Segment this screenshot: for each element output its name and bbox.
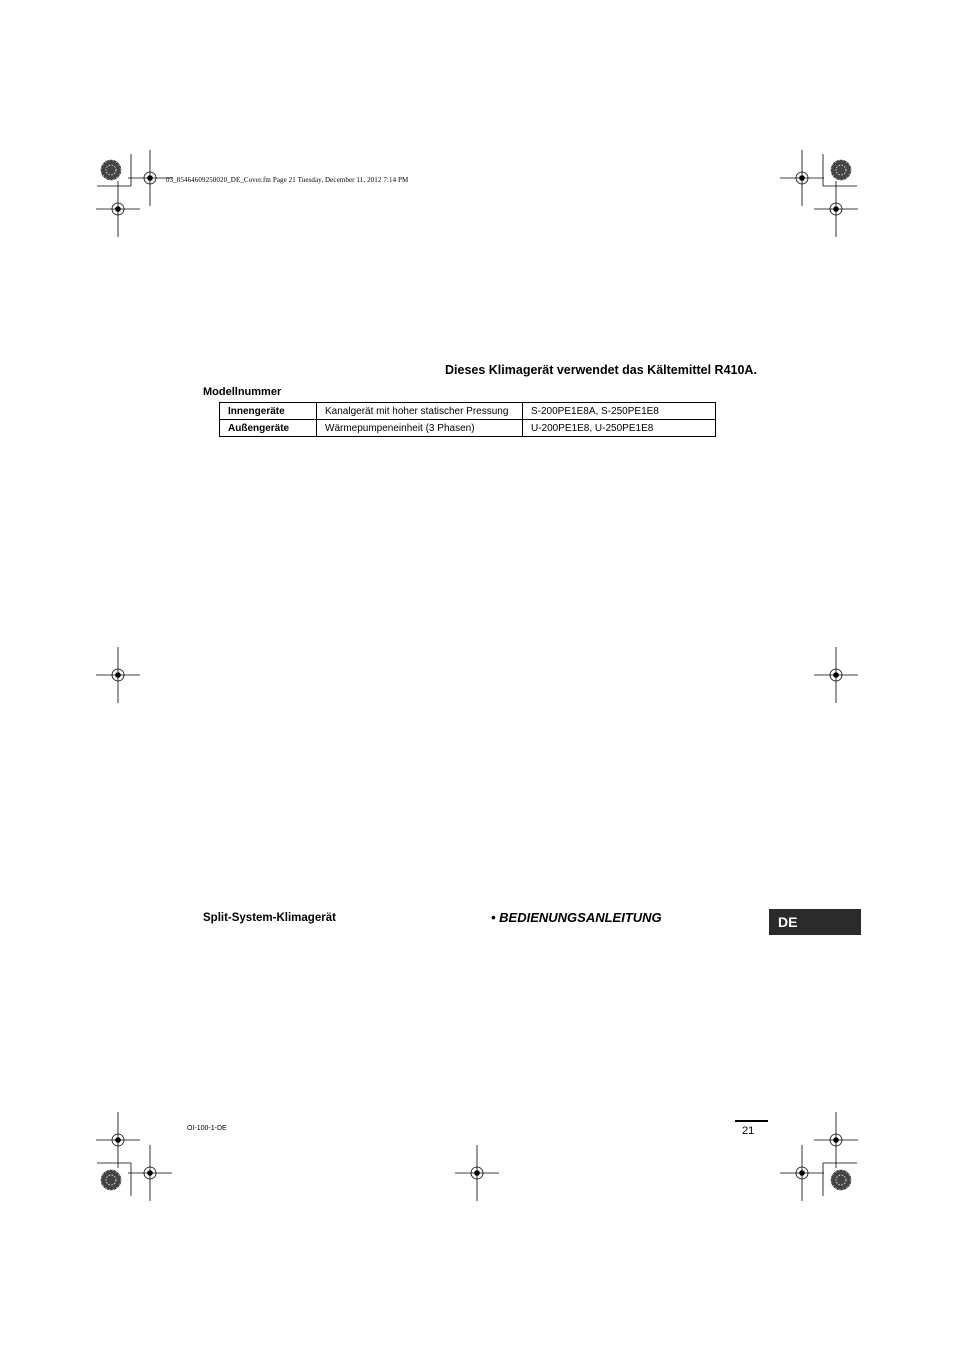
registration-crosshair-icon <box>814 181 858 237</box>
registration-crosshair-icon <box>455 1145 499 1201</box>
model-numbers-cell: U-200PE1E8, U-250PE1E8 <box>523 420 716 437</box>
color-bar-target-icon <box>101 1170 121 1190</box>
registration-crosshair-icon <box>814 1112 858 1168</box>
registration-crosshair-icon <box>780 1145 824 1201</box>
page-number-rule <box>735 1120 768 1122</box>
model-table <box>219 402 716 437</box>
unit-type-cell: Innengeräte <box>220 403 317 420</box>
table-row <box>220 403 716 420</box>
language-tab <box>769 909 861 935</box>
language-tab-label: DE <box>778 914 798 930</box>
unit-description-cell: Kanalgerät mit hoher statischer Pressung <box>317 403 523 420</box>
registration-crosshair-icon <box>96 181 140 237</box>
color-bar-target-icon <box>831 160 851 180</box>
color-bar-target-icon <box>831 1170 851 1190</box>
unit-description-cell: Wärmepumpeneinheit (3 Phasen) <box>317 420 523 437</box>
registration-crosshair-icon <box>814 647 858 703</box>
model-numbers-cell: S-200PE1E8A, S-250PE1E8 <box>523 403 716 420</box>
registration-crosshair-icon <box>128 1145 172 1201</box>
registration-crosshair-icon <box>96 647 140 703</box>
product-type: Split-System-Klimagerät <box>203 912 336 924</box>
file-info-header: 03_85464609250020_DE_Cover.fm Page 21 Tuesday, December 11, 2012 7:14 PM <box>166 176 409 184</box>
manual-title: • BEDIENUNGSANLEITUNG <box>491 910 662 925</box>
page-number: 21 <box>742 1125 755 1137</box>
model-number-label: Modellnummer <box>203 386 282 398</box>
refrigerant-note: Dieses Klimagerät verwendet das Kältemittel R410A. <box>445 363 757 377</box>
registration-crosshair-icon <box>780 150 824 206</box>
unit-type-cell: Außengeräte <box>220 420 317 437</box>
document-code: OI-100-1-DE <box>187 1125 227 1132</box>
registration-crosshair-icon <box>96 1112 140 1168</box>
color-bar-target-icon <box>101 160 121 180</box>
table-row <box>220 420 716 437</box>
